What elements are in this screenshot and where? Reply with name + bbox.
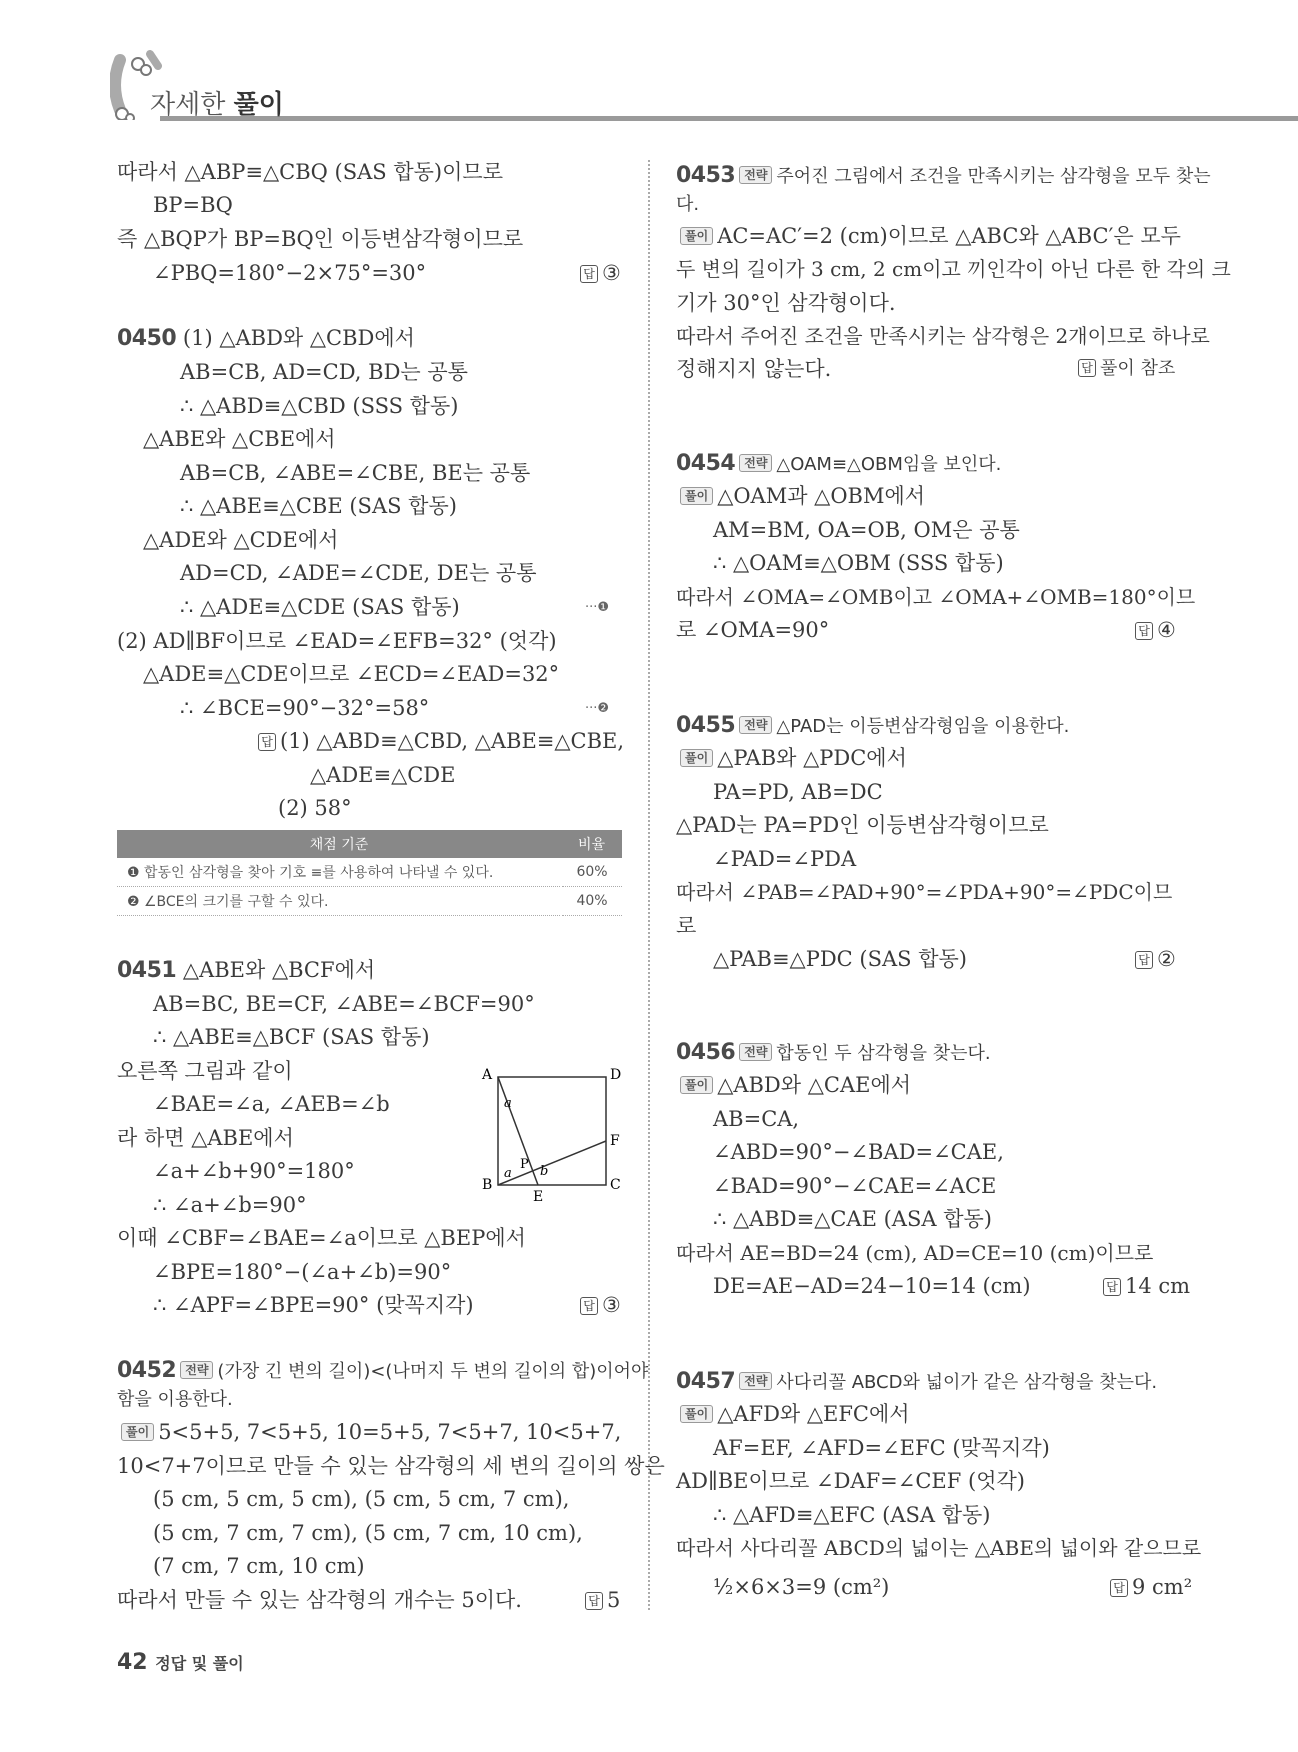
text-line: ∠PBQ=180°−2×75°=30° [153,261,427,285]
table-row: ❷ ∠BCE의 크기를 구할 수 있다. 40% [117,887,622,916]
label-F: F [610,1133,620,1149]
label-E: E [533,1189,544,1205]
text-line: AD=CD, ∠ADE=∠CDE, DE는 공통 [180,561,537,585]
text-line: AD∥BE이므로 ∠DAF=∠CEF (엇각) [676,1469,1025,1493]
text-line: 로 [676,914,697,938]
text-line: BP=BQ [153,193,233,217]
answer: 답 14 cm [1103,1271,1190,1301]
text-line: △PAD는 PA=PD인 이등변삼각형이므로 [676,813,1049,837]
answer: 답 (1) △ABD≡△CBD, △ABE≡△CBE, [258,726,624,756]
text-line: ∴ △OAM≡△OBM (SSS 합동) [713,551,1004,575]
label-P: P [520,1157,529,1172]
text-line: △ABE와 △CBE에서 [143,427,336,451]
answer: 답 ④ [1135,615,1176,645]
text-line: PA=PD, AB=DC [713,780,883,804]
label-C: C [610,1177,621,1193]
text-line: 로 ∠OMA=90° [676,618,830,642]
problem-0452: 0452 전략 (가장 긴 변의 길이)<(나머지 두 변의 길이의 합)이어야 [117,1358,649,1383]
text-line: 따라서 △ABP≡△CBQ (SAS 합동)이므로 [117,160,503,184]
answer: 답 ③ [580,1290,621,1320]
square-figure [478,1065,638,1205]
label-D: D [610,1067,622,1083]
text-line: ∠BAE=∠a, ∠AEB=∠b [153,1092,390,1116]
label-A: A [482,1067,493,1083]
label-a2: a [504,1166,512,1181]
ratio-header: 비율 [561,830,622,858]
text-line: 라 하면 △ABE에서 [117,1126,294,1150]
text-line: ½×6×3=9 (cm²) [713,1575,890,1599]
solution-line: 풀이 △OAM과 △OBM에서 [676,481,925,511]
label-B: B [482,1177,493,1193]
footer-label: 정답 및 풀이 [155,1654,244,1673]
text-line: 두 변의 길이가 3 cm, 2 cm이고 끼인각이 아닌 다른 한 각의 크 [676,257,1231,281]
column-divider [648,160,650,1610]
solution-line: 풀이 △PAB와 △PDC에서 [676,743,907,773]
answer: 답 9 cm² [1110,1572,1192,1602]
solution-line: 풀이 5<5+5, 7<5+5, 10=5+5, 7<5+7, 10<5+7, [117,1417,621,1447]
text-line: 따라서 ∠PAB=∠PAD+90°=∠PDA+90°=∠PDC이므 [676,880,1173,904]
text-line: (5 cm, 7 cm, 7 cm), (5 cm, 7 cm, 10 cm), [153,1521,583,1545]
text-line: ∠ABD=90°−∠BAD=∠CAE, [713,1140,1004,1164]
header-rule [160,116,1298,121]
text-line: ∴ ∠BCE=90°−32°=58° [180,696,430,720]
problem-0455: 0455 전략 △PAD는 이등변삼각형임을 이용한다. [676,713,1070,738]
problem-0450: 0450 (1) △ABD와 △CBD에서 [117,326,415,351]
mark-1: ···❶ [585,600,610,615]
text-line: ∴ ∠a+∠b=90° [153,1193,307,1217]
solution-line: 풀이 AC=AC′=2 (cm)이므로 △ABC와 △ABC′은 모두 [676,221,1181,251]
text-line: 따라서 ∠OMA=∠OMB이고 ∠OMA+∠OMB=180°이므 [676,585,1196,609]
answer: 답 ② [1135,944,1176,974]
text-line: ∠a+∠b+90°=180° [153,1159,355,1183]
problem-0453: 0453 전략 주어진 그림에서 조건을 만족시키는 삼각형을 모두 찾는 [676,163,1211,188]
answer: 답 풀이 참조 [1078,354,1175,384]
problem-0456: 0456 전략 합동인 두 삼각형을 찾는다. [676,1040,991,1065]
text-line: ∴ △ABD≡△CBD (SSS 합동) [180,394,459,418]
text-line: ∴ ∠APF=∠BPE=90° (맞꼭지각) [153,1293,474,1317]
problem-0457: 0457 전략 사다리꼴 ABCD와 넓이가 같은 삼각형을 찾는다. [676,1369,1158,1394]
text-line: ∠PAD=∠PDA [713,847,857,871]
answer: 답 5 [585,1585,620,1615]
solution-line: 풀이 △AFD와 △EFC에서 [676,1399,910,1429]
text-line: AB=CA, [713,1107,800,1131]
text-line: (5 cm, 5 cm, 5 cm), (5 cm, 5 cm, 7 cm), [153,1487,570,1511]
text-line: 정해지지 않는다. [676,357,832,381]
text-line: △ADE와 △CDE에서 [143,528,339,552]
page-footer [117,1650,244,1675]
problem-0451: 0451 △ABE와 △BCF에서 [117,958,376,983]
text-line: ∴ △ABE≡△BCF (SAS 합동) [153,1025,430,1049]
label-a1: a [504,1096,512,1111]
text-line: 10<7+7이므로 만들 수 있는 삼각형의 세 변의 길이의 쌍은 [117,1454,665,1478]
text-line: 즉 △BQP가 BP=BQ인 이등변삼각형이므로 [117,227,524,251]
label-b: b [540,1164,549,1179]
text-line: 기가 30°인 삼각형이다. [676,291,896,315]
text-line: AB=CB, ∠ABE=∠CBE, BE는 공통 [180,461,531,485]
text-line: AB=BC, BE=CF, ∠ABE=∠BCF=90° [153,992,535,1016]
text-line: △PAB≡△PDC (SAS 합동) [713,947,967,971]
text-line: △ADE≡△CDE이므로 ∠ECD=∠EAD=32° [143,662,560,686]
table-row: ❶ 합동인 삼각형을 찾아 기호 ≡를 사용하여 나타낼 수 있다. 60% [117,858,622,887]
text-line: △ADE≡△CDE [310,763,456,787]
text-line: DE=AE−AD=24−10=14 (cm) [713,1274,1031,1298]
text-line: (7 cm, 7 cm, 10 cm) [153,1554,365,1578]
page-title: 자세한 풀이 [150,90,284,120]
text-line: AB=CB, AD=CD, BD는 공통 [180,360,468,384]
text-line: ∴ △AFD≡△EFC (ASA 합동) [713,1503,991,1527]
text-line: (2) AD∥BF이므로 ∠EAD=∠EFB=32° (엇각) [117,629,557,653]
text-line: 이때 ∠CBF=∠BAE=∠a이므로 △BEP에서 [117,1226,526,1250]
answer-icon: 답 [580,265,598,283]
grading-header: 채점 기준 [117,830,561,858]
text-line: ∴ △ADE≡△CDE (SAS 합동) [180,595,460,619]
text-line: ∠BPE=180°−(∠a+∠b)=90° [153,1260,452,1284]
grading-table [117,830,622,916]
mark-2: ···❷ [585,701,610,716]
text-line: 따라서 AE=BD=24 (cm), AD=CE=10 (cm)이므로 [676,1241,1154,1265]
answer: 답 ③ [580,258,621,288]
strategy-text: 다. [676,194,700,215]
text-line: 오른쪽 그림과 같이 [117,1059,293,1083]
text-line: ∠BAD=90°−∠CAE=∠ACE [713,1174,997,1198]
text-line: ∴ △ABE≡△CBE (SAS 합동) [180,494,457,518]
strategy-text: 함을 이용한다. [117,1389,233,1410]
text-line: 따라서 사다리꼴 ABCD의 넓이는 △ABE의 넓이와 같으므로 [676,1536,1202,1560]
text-line: ∴ △ABD≡△CAE (ASA 합동) [713,1207,992,1231]
page-number: 42 [117,1650,148,1675]
text-line: 따라서 주어진 조건을 만족시키는 삼각형은 2개이므로 하나로 [676,324,1210,348]
page-header [0,40,1298,130]
text-line: (2) 58° [278,796,352,820]
solution-line: 풀이 △ABD와 △CAE에서 [676,1070,911,1100]
text-line: AM=BM, OA=OB, OM은 공통 [713,518,1020,542]
text-line: AF=EF, ∠AFD=∠EFC (맞꼭지각) [713,1436,1050,1460]
problem-0454: 0454 전략 △OAM≡△OBM임을 보인다. [676,451,1002,476]
text-line: 따라서 만들 수 있는 삼각형의 개수는 5이다. [117,1588,522,1612]
